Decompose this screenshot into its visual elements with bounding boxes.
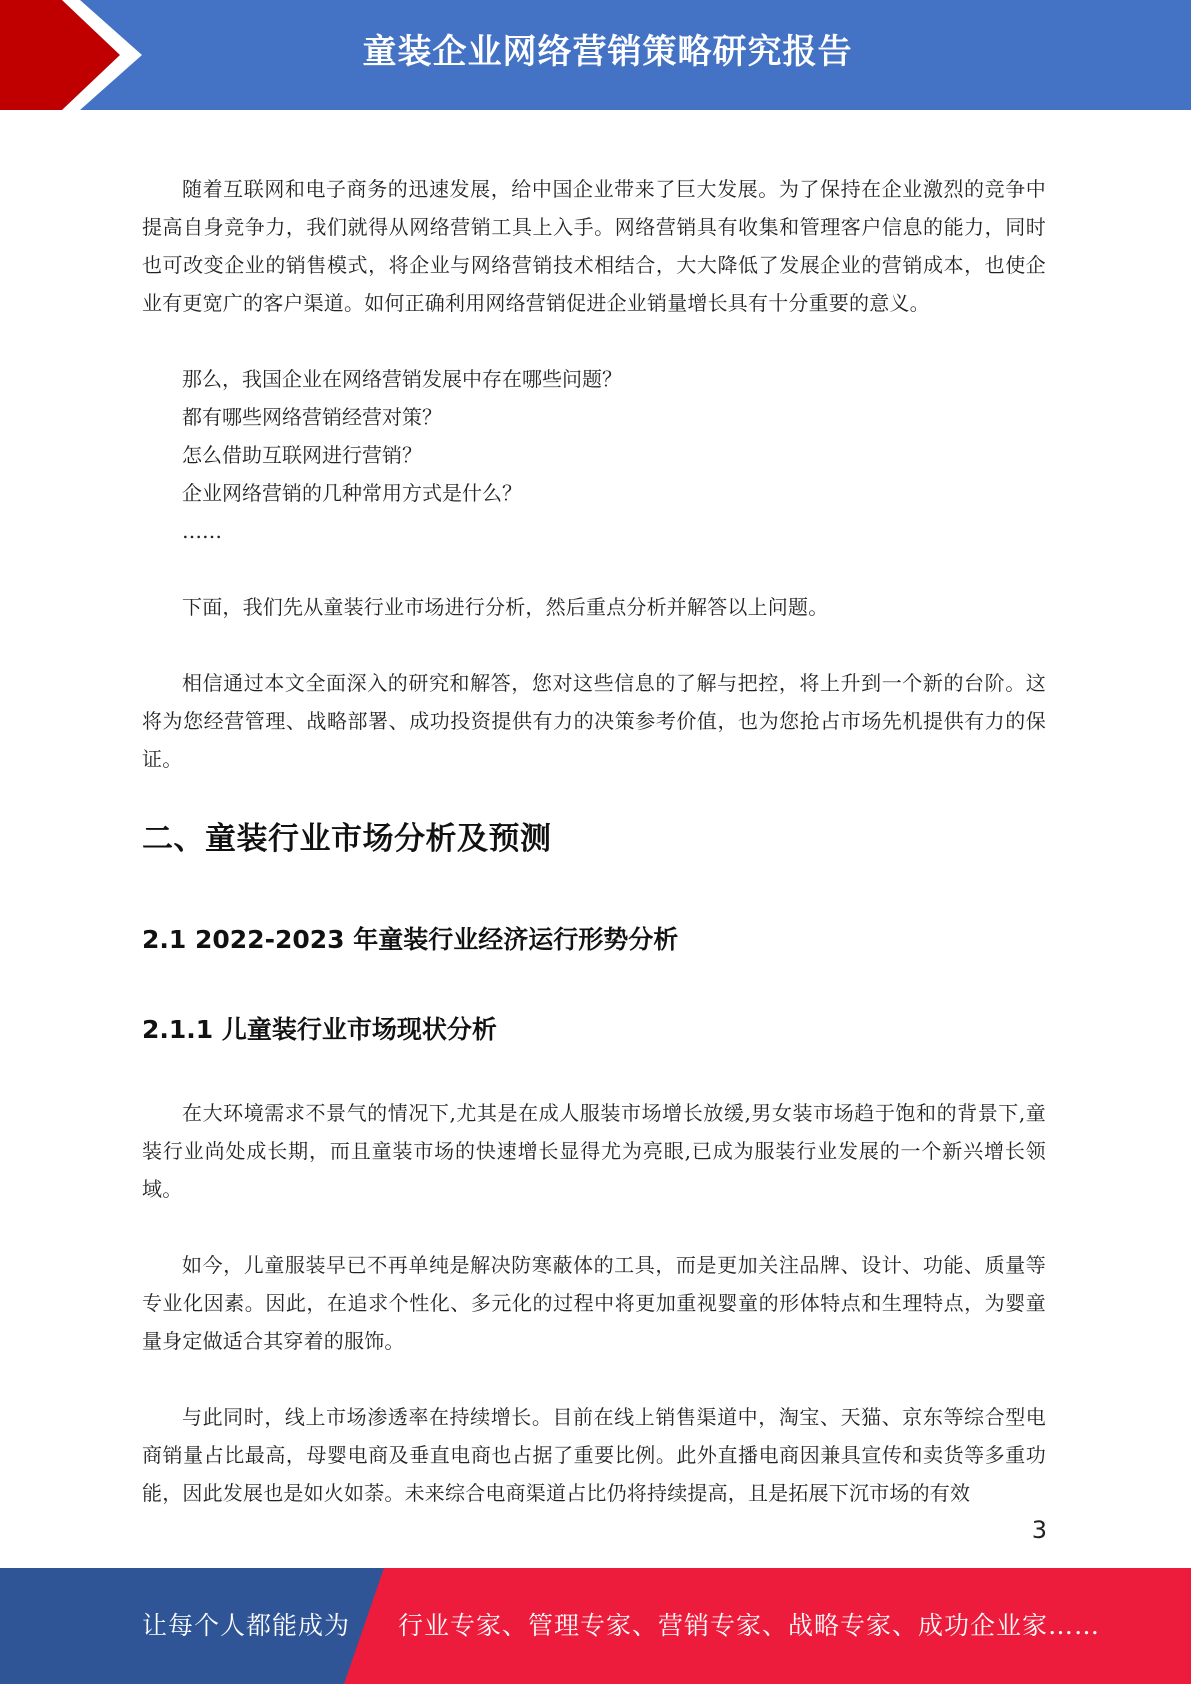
question-item: 怎么借助互联网进行营销？ [182,443,422,467]
body-paragraph: 在大环境需求不景气的情况下,尤其是在成人服装市场增长放缓,男女装市场趋于饱和的背景下,童装行业尚处成长期，而且童装市场的快速增长显得尤为亮眼,已成为服装行业发展的一个新兴增长领域。 [142,1101,1046,1201]
question-item: 都有哪些网络营销经营对策？ [182,405,442,429]
intro-paragraph-3: 相信通过本文全面深入的研究和解答，您对这些信息的了解与把控，将上升到一个新的台阶。这将为您经营管理、战略部署、成功投资提供有力的决策参考价值，也为您抢占市场先机提供有力的保证。 [142,671,1046,771]
spacer [142,322,1046,360]
document-title: 童装企业网络营销策略研究报告 [362,32,853,72]
subsubsection-heading: 2.1.1 儿童装行业市场现状分析 [142,1015,497,1044]
spacer [142,550,1046,588]
page-footer [0,1568,1191,1684]
question-item: …… [182,519,222,543]
question-list [142,360,1046,550]
spacer [142,960,1046,1010]
page-number: 3 [1031,1516,1047,1544]
page-content [142,170,1046,1512]
section-heading: 二、童装行业市场分析及预测 [142,821,552,857]
question-item: 企业网络营销的几种常用方式是什么？ [182,481,522,505]
spacer [142,778,1046,814]
subsection-heading: 2.1 2022-2023 年童装行业经济运行形势分析 [142,925,679,954]
spacer [142,1050,1046,1094]
spacer [142,1360,1046,1398]
footer-slogan-left: 让每个人都能成为 [142,1611,351,1640]
page-header [0,0,1191,110]
question-item: 那么，我国企业在网络营销发展中存在哪些问题？ [182,367,622,391]
body-paragraph: 如今，儿童服装早已不再单纯是解决防寒蔽体的工具，而是更加关注品牌、设计、功能、质量等专业化因素。因此，在追求个性化、多元化的过程中将更加重视婴童的形体特点和生理特点，为婴童量身定做适合其穿着的服饰。 [142,1253,1046,1353]
spacer [142,864,1046,920]
intro-paragraph-1: 随着互联网和电子商务的迅速发展，给中国企业带来了巨大发展。为了保持在企业激烈的竞争中提高自身竞争力，我们就得从网络营销工具上入手。网络营销具有收集和管理客户信息的能力，同时也可改变企业的销售模式，将企业与网络营销技术相结合，大大降低了发展企业的营销成本，也使企业有更宽广的客户渠道。如何正确利用网络营销促进企业销量增长具有十分重要的意义。 [142,177,1046,315]
footer-slogan-right: 行业专家、管理专家、营销专家、战略专家、成功企业家…… [398,1611,1101,1640]
intro-paragraph-2: 下面，我们先从童装行业市场进行分析，然后重点分析并解答以上问题。 [182,595,829,619]
body-paragraph: 与此同时，线上市场渗透率在持续增长。目前在线上销售渠道中，淘宝、天猫、京东等综合型电商销量占比最高，母婴电商及垂直电商也占据了重要比例。此外直播电商因兼具宣传和卖货等多重功能，因此发展也是如火如荼。未来综合电商渠道占比仍将持续提高，且是拓展下沉市场的有效 [142,1405,1046,1505]
spacer [142,626,1046,664]
spacer [142,1208,1046,1246]
